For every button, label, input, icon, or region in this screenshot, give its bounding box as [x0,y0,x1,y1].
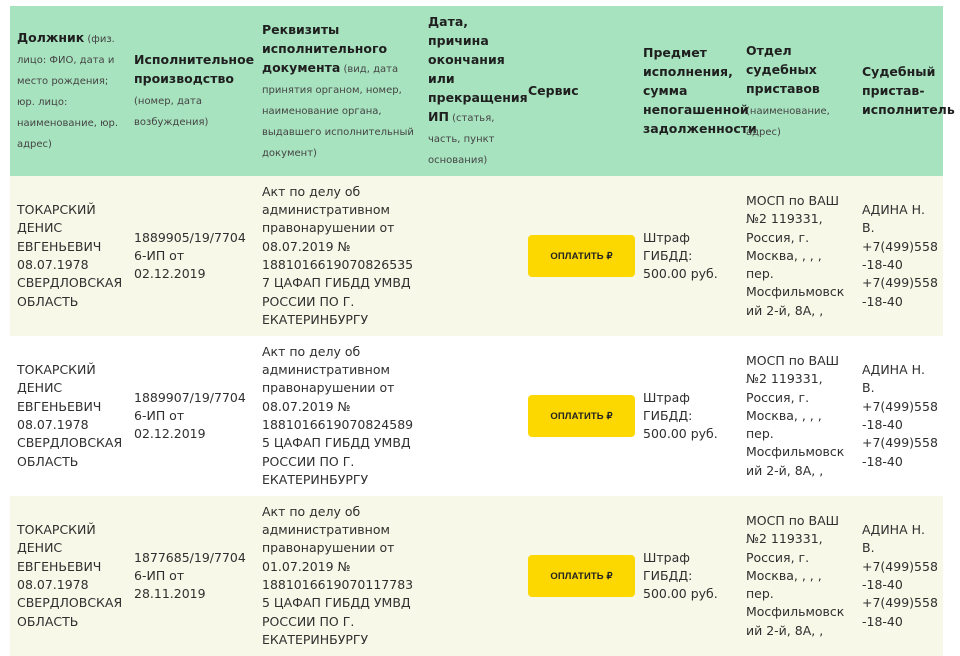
cell-debtor: ТОКАРСКИЙ ДЕНИС ЕВГЕНЬЕВИЧ 08.07.1978 СВЕРДЛОВСКАЯ ОБЛАСТЬ [10,176,127,336]
cell-bailiff: АДИНА Н. В. +7(499)558-18-40 +7(499)558-18-40 [855,176,943,336]
pay-button[interactable]: ОПЛАТИТЬ ₽ [528,395,635,437]
cell-department: МОСП по ВАШ №2 119331, Россия, г. Москва, , , , пер. Мосфильмовский 2-й, 8А, , [739,176,855,336]
cell-end-reason [421,496,521,656]
cell-end-reason [421,176,521,336]
header-end-reason: Дата, причина окончания или прекращения ИП (статья, часть, пункт основания) [421,6,521,176]
table-row [10,176,943,336]
cell-document: Акт по делу об административном правонарушении от 08.07.2019 № 18810166190708245895 ЦАФАП ГИБДД УМВД РОССИИ ПО Г. ЕКАТЕРИНБУРГУ [255,336,421,496]
cell-subject: Штраф ГИБДД: 500.00 руб. [636,176,739,336]
cell-bailiff: АДИНА Н. В. +7(499)558-18-40 +7(499)558-18-40 [855,496,943,656]
cell-service [521,336,636,496]
cell-end-reason [421,336,521,496]
header-service: Сервис [521,6,636,176]
cell-subject: Штраф ГИБДД: 500.00 руб. [636,496,739,656]
table-row [10,336,943,496]
pay-button[interactable]: ОПЛАТИТЬ ₽ [528,555,635,597]
cell-proceeding: 1877685/19/77046-ИП от 28.11.2019 [127,496,255,656]
cell-department: МОСП по ВАШ №2 119331, Россия, г. Москва, , , , пер. Мосфильмовский 2-й, 8А, , [739,336,855,496]
table-row [10,496,943,656]
header-bailiff: Судебный пристав-исполнитель [855,6,943,176]
cell-service [521,176,636,336]
cell-document: Акт по делу об административном правонарушении от 08.07.2019 № 18810166190708265357 ЦАФАП ГИБДД УМВД РОССИИ ПО Г. ЕКАТЕРИНБУРГУ [255,176,421,336]
cell-proceeding: 1889905/19/77046-ИП от 02.12.2019 [127,176,255,336]
cell-department: МОСП по ВАШ №2 119331, Россия, г. Москва, , , , пер. Мосфильмовский 2-й, 8А, , [739,496,855,656]
cell-debtor: ТОКАРСКИЙ ДЕНИС ЕВГЕНЬЕВИЧ 08.07.1978 СВЕРДЛОВСКАЯ ОБЛАСТЬ [10,336,127,496]
header-department: Отдел судебных приставов (наименование, адрес) [739,6,855,176]
table-header-row [10,6,943,176]
enforcement-proceedings-table [10,6,955,656]
cell-debtor: ТОКАРСКИЙ ДЕНИС ЕВГЕНЬЕВИЧ 08.07.1978 СВЕРДЛОВСКАЯ ОБЛАСТЬ [10,496,127,656]
cell-proceeding: 1889907/19/77046-ИП от 02.12.2019 [127,336,255,496]
cell-service [521,496,636,656]
header-document: Реквизиты исполнительного документа (вид, дата принятия органом, номер, наименование органа, выдавшего исполнительный документ) [255,6,421,176]
proceedings-table-container [10,6,955,656]
cell-document: Акт по делу об административном правонарушении от 01.07.2019 № 18810166190701177835 ЦАФАП ГИБДД УМВД РОССИИ ПО Г. ЕКАТЕРИНБУРГУ [255,496,421,656]
header-proceeding: Исполнительное производство (номер, дата возбуждения) [127,6,255,176]
cell-subject: Штраф ГИБДД: 500.00 руб. [636,336,739,496]
cell-bailiff: АДИНА Н. В. +7(499)558-18-40 +7(499)558-18-40 [855,336,943,496]
pay-button[interactable]: ОПЛАТИТЬ ₽ [528,235,635,277]
header-subject: Предмет исполнения, сумма непогашенной задолженности [636,6,739,176]
header-debtor: Должник (физ. лицо: ФИО, дата и место рождения; юр. лицо: наименование, юр. адрес) [10,6,127,176]
